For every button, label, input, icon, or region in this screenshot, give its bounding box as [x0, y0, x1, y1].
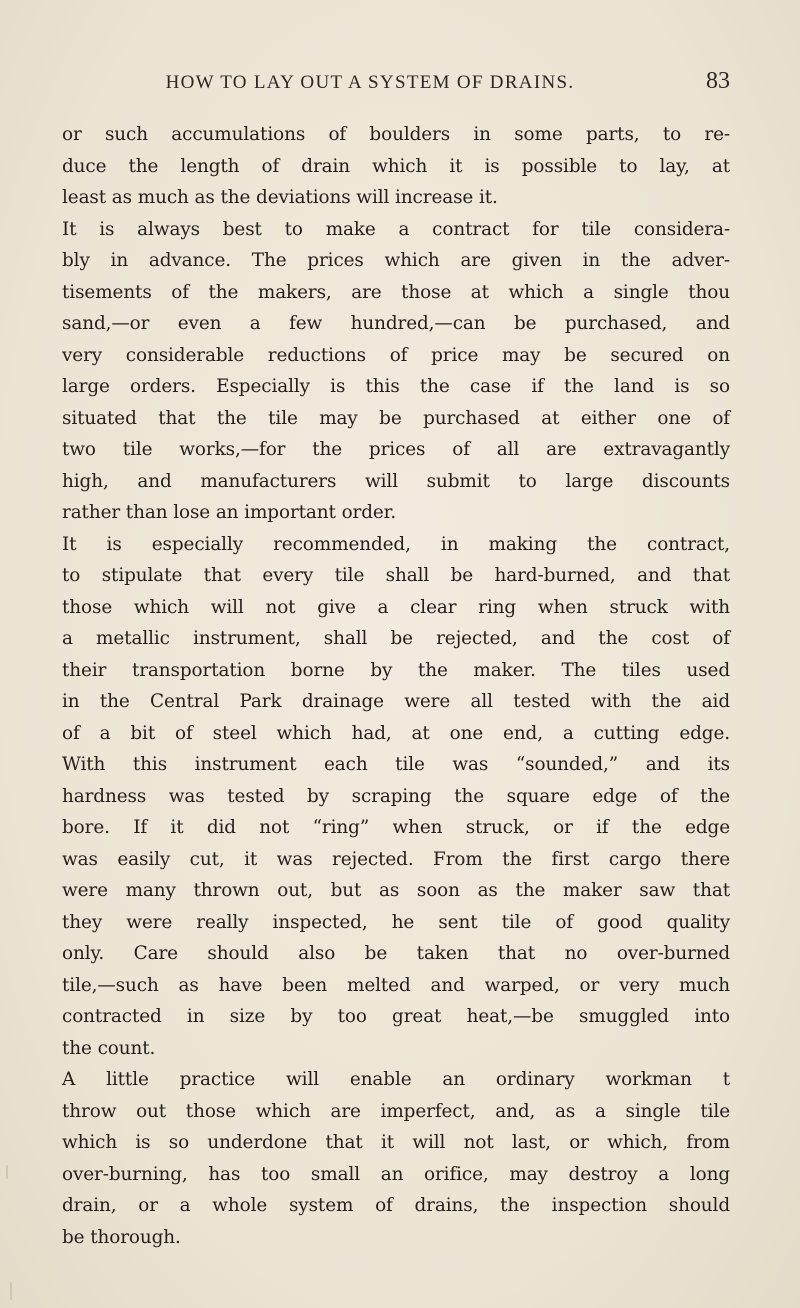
text-line: contracted in size by too great heat,—be smuggled into	[62, 1006, 730, 1027]
text-line: throw out those which are imperfect, and, as a single tile	[62, 1100, 730, 1122]
body-text	[62, 119, 730, 1253]
text-line: It is always best to make a contract for tile considera-	[62, 218, 730, 240]
text-line: a metallic instrument, shall be rejected, and the cost of	[62, 628, 730, 649]
text-line: their transportation borne by the maker. The tiles used	[62, 659, 730, 681]
text-line: only. Care should also be taken that no over-burned	[62, 943, 730, 964]
text-line: those which will not give a clear ring when struck with	[62, 596, 730, 618]
page-number: 83	[706, 68, 730, 94]
text-line: sand,—or even a few hundred,—can be purchased, and	[62, 313, 730, 334]
text-line: least as much as the deviations will increase it.	[62, 187, 498, 208]
text-line: It is especially recommended, in making the contract,	[62, 533, 730, 555]
text-line: in the Central Park drainage were all tested with the aid	[62, 691, 730, 712]
text-line: With this instrument each tile was “sounded,” and its	[62, 754, 730, 775]
text-line: tisements of the makers, are those at which a single thou	[62, 281, 730, 303]
text-line: bore. If it did not “ring” when struck, or if the edge	[62, 817, 730, 838]
text-line: situated that the tile may be purchased at either one of	[62, 407, 730, 429]
text-line: of a bit of steel which had, at one end, a cutting edge.	[62, 722, 730, 744]
text-line: to stipulate that every tile shall be hard-burned, and that	[62, 565, 730, 586]
text-line: tile,—such as have been melted and warped, or very much	[62, 974, 730, 996]
text-line: over-burning, has too small an orifice, may destroy a long	[62, 1163, 730, 1185]
text-line: was easily cut, it was rejected. From the first cargo there	[62, 848, 730, 870]
text-line: hardness was tested by scraping the square edge of the	[62, 785, 730, 807]
text-line: the count.	[62, 1037, 156, 1059]
text-line: A little practice will enable an ordinary workman t	[62, 1069, 730, 1090]
text-line: bly in advance. The prices which are given in the adver-	[62, 250, 730, 271]
paper-speck	[10, 1282, 12, 1300]
text-line: were many thrown out, but as soon as the maker saw that	[62, 880, 730, 901]
text-line: large orders. Especially is this the case if the land is so	[62, 376, 730, 397]
running-title: HOW TO LAY OUT A SYSTEM OF DRAINS.	[165, 72, 575, 93]
text-line: duce the length of drain which it is possible to lay, at	[62, 155, 730, 177]
text-line: which is so underdone that it will not last, or which, from	[62, 1132, 730, 1153]
text-line: be thorough.	[62, 1226, 181, 1248]
text-line: they were really inspected, he sent tile of good quality	[62, 911, 730, 933]
text-line: or such accumulations of boulders in some parts, to re-	[62, 124, 730, 145]
text-line: drain, or a whole system of drains, the inspection should	[62, 1195, 730, 1216]
text-line: high, and manufacturers will submit to large discounts	[62, 470, 730, 492]
text-line: rather than lose an important order.	[62, 502, 397, 523]
paper-speck	[6, 1165, 8, 1179]
text-line: very considerable reductions of price may be secured on	[62, 344, 730, 366]
text-line: two tile works,—for the prices of all are extravagantly	[62, 439, 730, 460]
